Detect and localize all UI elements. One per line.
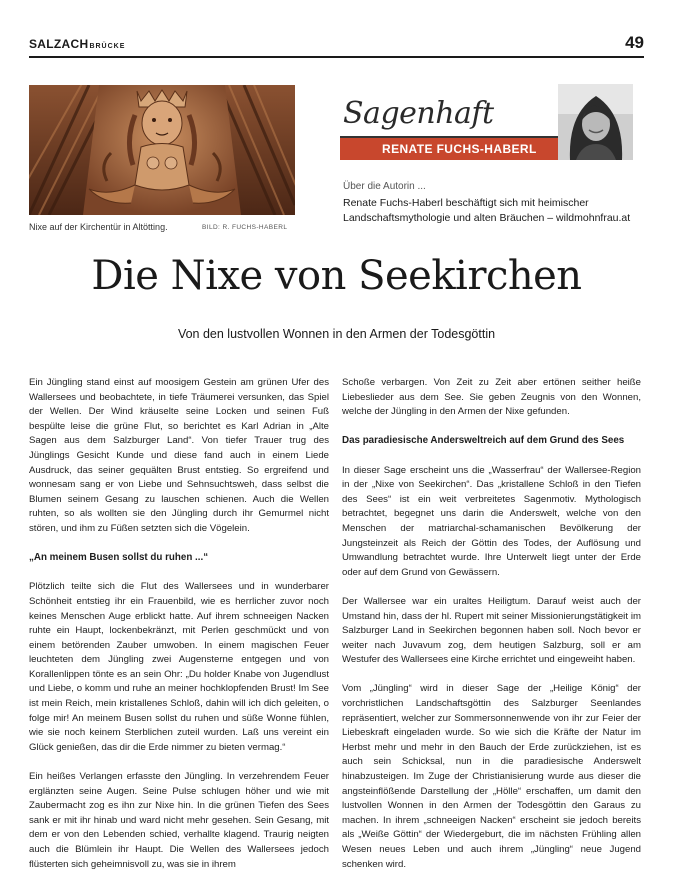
about-author-text: Renate Fuchs-Haberl beschäftigt sich mit heimischer Landschaftsmythologie und alten Bräuchen – wildmohnfrau.at xyxy=(343,197,631,224)
paragraph: Der Wallersee war ein uraltes Heiligtum. Darauf weist auch der Umstand hin, dass der hl. Rupert mit seiner Missionierungstätigkeit im Salzburger Land in Seekirchen begonnen haben soll. Noch bevor er weiter nach Juvavum zog, dem heutigen Salzburg, soll er am Westufer des Wallersees eine Kirche errichtet und eingeweiht haben. xyxy=(342,595,641,666)
article-column-right xyxy=(342,376,641,887)
photo-credit: BILD: R. FUCHS-HABERL xyxy=(202,224,288,231)
author-name: RENATE FUCHS-HABERL xyxy=(382,142,537,156)
page-number: 49 xyxy=(625,33,644,52)
article-headline: Die Nixe von Seekirchen xyxy=(91,253,582,299)
column-title: Sagenhaft xyxy=(343,96,494,131)
paragraph: Ein Jüngling stand einst auf moosigem Gestein am grünen Ufer des Wallersees und beobachtete, in tiefe Träumerei versunken, das Spiel der Wellen. Der Wind kräuselte seine Locken und seinen Fuß bespülte leise die grüne Flut, so berichtet es Karl Adrian in „Alte Sagen aus dem Salzburger Land“. Von tiefer Trauer trug des Jünglings Gesicht Kunde und diese fand auch in einem Liede Ausdruck, das seiner gequälten Brust entstieg. So ergreifend und wonnesam sang er von Liebe und Sehnsuchtsweh, dass selbst die Blumen seinem Gesang zu lauschen schienen. Auch die Wellen ruhten, so als wollten sie den Jüngling durch ihr Gemurmel nicht stören, und ihm zu Füßen setzten sich die Vögelein. xyxy=(29,377,329,534)
article-column-left xyxy=(29,376,329,887)
author-portrait xyxy=(558,84,633,160)
paragraph: Schoße verbargen. Von Zeit zu Zeit aber ertönen seither heiße Liebeslieder aus dem See. Sie geben Zeugnis von den Wonnen, welche der Jüngling in den Armen der Nixe gefunden. xyxy=(342,377,641,418)
article-subheadline: Von den lustvollen Wonnen in den Armen der Todesgöttin xyxy=(177,327,496,341)
about-author-heading: Über die Autorin ... xyxy=(343,181,426,192)
header-rule xyxy=(29,56,644,58)
paragraph: In dieser Sage erscheint uns die „Wasserfrau“ der Wallersee-Region in der „Nixe von Seekirchen“. Das „kristallene Schloß in den Tiefen des Sees“ ist ein weit verbreitetes Sagenmotiv. Mythologisch betrachtet, begegnet uns darin die Anderswelt, welche von den Menschen der matriarchal-schamanischen Bevölkerung der Jungsteinzeit als Reich der Göttin des Todes, der Auflösung und Umwandlung betrachtet wurde. Ihre Unterwelt liegt unter der Erde oder auf dem Grund von Gewässern. xyxy=(342,464,641,578)
masthead-logo: SALZACHBRÜCKE xyxy=(29,37,126,51)
subheading: „An meinem Busen sollst du ruhen ...“ xyxy=(29,552,209,564)
paragraph: Vom „Jüngling“ wird in dieser Sage der „Heilige König“ der vorchristlichen Landschaftsgöttin des Salzburger Seenlandes repräsentiert, welcher zur Sommersonnenwende von ihr zur Feier der Liebeskraft eingeladen wurde. So wie sich die Kräfte der Natur im Herbst mehr und mehr in den Bauch der Erde zurückziehen, ist es auch sein Schicksal, nun in die paradiesische Anderswelt hinabzusteigen. Im Zuge der Christianisierung wurde aus dieser die angsteinflößende Darstellung der „Hölle“ erschaffen, um damit den lustvollen Wonnen in den Armen der Todesgöttin den Garaus zu machen. In ihrem „schneeigen Nacken“ erscheint sie jedoch bereits als „Weiße Göttin“ der Wiedergeburt, die im nächsten Frühling allen Wesen neues Leben und auch ihrem „Jüngling“ neue Jugend schenken wird. xyxy=(342,683,641,870)
photo-caption: Nixe auf der Kirchentür in Altötting. xyxy=(29,222,168,232)
paragraph: Plötzlich teilte sich die Flut des Wallersees und in wunderbarer Schönheit entstieg ihr ein Frauenbild, wie es herrlicher zuvor noch keines Menschen Auge erblickt hatte. Auf ihrem schneeigen Nacken ruhte ein Haupt, lockenbekränzt, mit Perlen geschmückt und von einem betörenden Zauber umwoben. In einem magischen Feuer leuchteten dem Jüngling zwei Augensterne entgegen und von Korallenlippen tönte es an sein Ohr: „Du holder Knabe von Jugendlust und Liebe, o komm und ruhe an meiner hochklopfenden Brust! Im See ist mein Reich, mein kristallenes Schloß, dahin will ich dich geleiten, o folge mir! An meinem Busen sollst du ruhen und süße Wonne fühlen, wie sie noch keinem Sterblichen zuteil wurden. Laß uns vereint ein Glück genießen, das dir die Erde nimmer zu bieten vermag.“ xyxy=(29,581,329,753)
paragraph: Ein heißes Verlangen erfasste den Jüngling. In verzehrendem Feuer erglänzten seine Augen. Seine Pulse schlugen höher und wie mit Zaubermacht zog es ihn zur Nixe hin. In die grünen Tiefen des Sees sank er mit ihr hinab und ward nicht mehr gesehen. Sein Gesang, mit dem er von den Lebenden schied, verhallte klagend. Traurig neigten auch die Blümlein ihr Haupt. Die Wellen des Wallersees jedoch flüsterten sich geheimnisvoll zu, was sie in ihrem xyxy=(29,771,329,870)
subheading: Das paradiesische Andersweltreich auf dem Grund des Sees xyxy=(342,435,625,447)
nixe-photo xyxy=(29,85,295,215)
